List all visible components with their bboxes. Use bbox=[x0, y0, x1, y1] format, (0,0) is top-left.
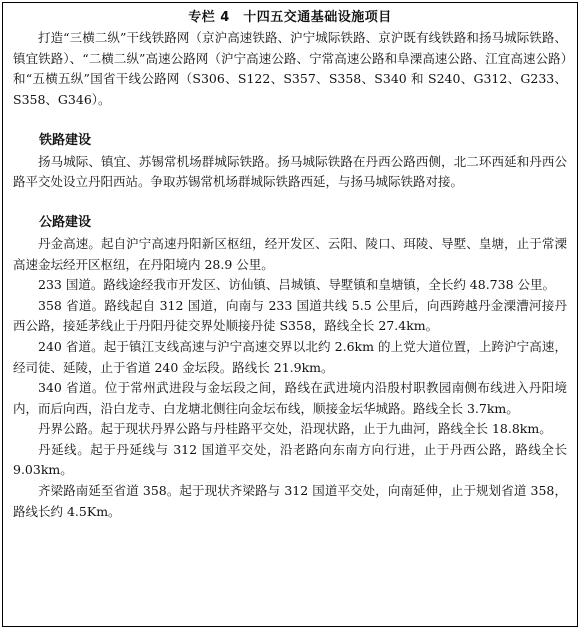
column-title: 专栏 4 十四五交通基础设施项目 bbox=[188, 10, 392, 25]
intro-paragraph: 打造“三横二纵”干线铁路网（京沪高速铁路、沪宁城际铁路、京沪既有线铁路和扬马城际铁路、镇宜铁路）、“二横二纵”高速公路网（沪宁高速公路、宁常高速公路和阜溧高速公路、江宜高速公路）和“五横五纵”国省干线公路网（S306、S122、S357、S358、S340 和 S240、G312、G233、S358、G346）。 bbox=[13, 30, 567, 107]
highway-paragraph-danyan: 丹延线。起于丹延线与 312 国道平交处，沿老路向东南方向行进，止于丹西公路，路线全长 9.03km。 bbox=[13, 441, 567, 478]
section-heading-railway: 铁路建设 bbox=[39, 132, 92, 148]
spacer bbox=[13, 193, 567, 214]
highway-paragraph-s358: 358 省道。路线起自 312 国道，向南与 233 国道共线 5.5 公里后，向西跨越丹金溧漕河接丹西公路，接延茅线止于丹阳丹徒交界处顺接丹徒 S358，路线全长 27.4km。 bbox=[13, 297, 567, 334]
highway-paragraph-s340: 340 省道。位于常州武进段与金坛段之间，路线在武进境内沿殷村职教园南侧布线进入丹阳境内，而后向西，沿白龙寺、白龙塘北侧往向金坛布线，顺接金坛华城路。路线全长 3.7km。 bbox=[13, 380, 567, 416]
highway-paragraph-danjie: 丹界公路。起于现状丹界公路与丹桂路平交处，沿现状路，止于九曲河，路线全长 18.8km。 bbox=[38, 421, 552, 437]
section-heading-highway: 公路建设 bbox=[39, 215, 92, 231]
highway-paragraph-g233: 233 国道。路线途经我市开发区、访仙镇、吕城镇、导墅镇和皇塘镇，全长约 48.738 公里。 bbox=[38, 277, 556, 293]
railway-paragraph: 扬马城际、镇宜、苏锡常机场群城际铁路。扬马城际铁路在丹西公路西侧，北二环西延和丹西公路平交处设立丹阳西站。争取苏锡常机场群城际铁路西延，与扬马城际铁路对接。 bbox=[13, 153, 567, 190]
infrastructure-column-box bbox=[2, 2, 578, 627]
highway-paragraph-s240: 240 省道。起于镇江支线高速与沪宁高速交界以北约 2.6km 的上党大道位置，上跨沪宁高速，经司徒、延陵，止于省道 240 金坛段。路线长 21.9km。 bbox=[13, 338, 567, 375]
highway-paragraph-qiliang: 齐梁路南延至省道 358。起于现状齐梁路与 312 国道平交处，向南延伸，止于规划省道 358，路线长约 4.5Km。 bbox=[13, 483, 567, 519]
spacer bbox=[13, 110, 567, 131]
highway-paragraph-danjin: 丹金高速。起自沪宁高速丹阳新区枢纽，经开发区、云阳、陵口、珥陵、导墅、皇塘，止于常溧高速金坛经开区枢纽，在丹阳境内 28.9 公里。 bbox=[13, 235, 567, 272]
